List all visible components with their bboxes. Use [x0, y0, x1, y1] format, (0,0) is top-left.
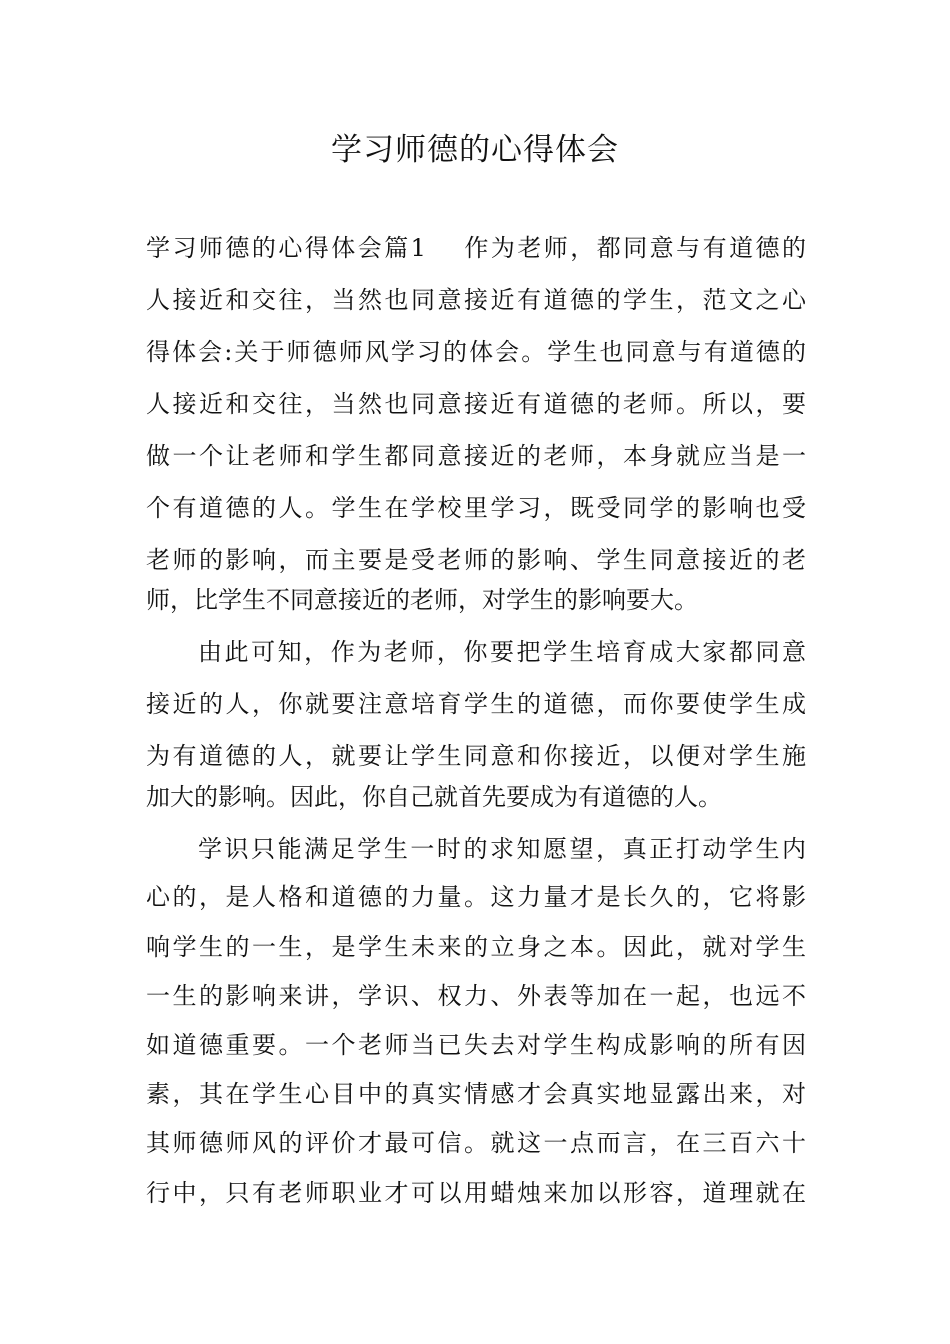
section-heading: 学习师德的心得体会篇1 — [146, 234, 426, 262]
paragraph-line: 其师德师风的评价才最可信。就这一点而言，在三百六十 — [146, 1129, 806, 1157]
paragraph-line: 如道德重要。一个老师当已失去对学生构成影响的所有因 — [146, 1031, 806, 1059]
paragraph-line: 响学生的一生，是学生未来的立身之本。因此，就对学生 — [146, 933, 806, 961]
paragraph-line: 心的，是人格和道德的力量。这力量才是长久的，它将影 — [146, 883, 806, 911]
paragraph-line: 行中，只有老师职业才可以用蜡烛来加以形容，道理就在 — [146, 1179, 806, 1207]
paragraph-line: 做一个让老师和学生都同意接近的老师，本身就应当是一 — [146, 442, 806, 470]
paragraph-line: 人接近和交往，当然也同意接近有道德的学生，范文之心 — [146, 286, 806, 314]
paragraph-line: 个有道德的人。学生在学校里学习，既受同学的影响也受 — [146, 494, 806, 522]
paragraph-line — [146, 222, 806, 274]
paragraph-line: 师，比学生不同意接近的老师，对学生的影响要大。 — [146, 586, 698, 614]
paragraph-line: 人接近和交往，当然也同意接近有道德的老师。所以，要 — [146, 390, 806, 418]
paragraph-text: 作为老师，都同意与有道德的 — [461, 234, 806, 262]
paragraph-line: 接近的人，你就要注意培育学生的道德，而你要使学生成 — [146, 690, 806, 718]
paragraph-line: 老师的影响，而主要是受老师的影响、学生同意接近的老 — [146, 546, 806, 574]
paragraph-line: 得体会:关于师德师风学习的体会。学生也同意与有道德的 — [146, 338, 806, 366]
paragraph-line: 加大的影响。因此，你自己就首先要成为有道德的人。 — [146, 783, 722, 811]
paragraph-line: 素，其在学生心目中的真实情感才会真实地显露出来，对 — [146, 1080, 806, 1108]
paragraph-line: 为有道德的人，就要让学生同意和你接近，以便对学生施 — [146, 742, 806, 770]
document-title: 学习师德的心得体会 — [331, 132, 619, 168]
paragraph-line: 一生的影响来讲，学识、权力、外表等加在一起，也远不 — [146, 982, 806, 1010]
paragraph-line: 学识只能满足学生一时的求知愿望，真正打动学生内 — [198, 835, 806, 863]
paragraph-line: 由此可知，作为老师，你要把学生培育成大家都同意 — [198, 638, 806, 666]
